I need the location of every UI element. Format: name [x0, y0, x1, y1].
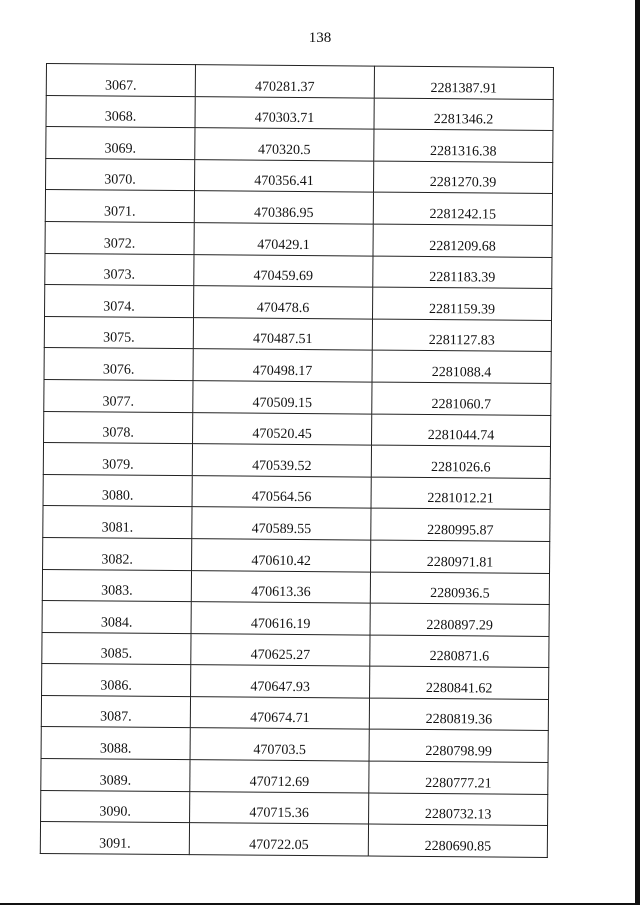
table-row	[45, 285, 552, 321]
y-coordinate-cell: 2280995.87	[371, 508, 550, 541]
point-number-cell: 3087.	[41, 695, 190, 728]
table-row	[42, 569, 549, 605]
point-number-cell: 3078.	[44, 411, 193, 444]
point-number-cell: 3086.	[42, 664, 191, 697]
x-coordinate-cell: 470320.5	[195, 128, 374, 161]
point-number-cell: 3079.	[43, 443, 192, 476]
table-row	[44, 379, 551, 415]
table-row	[45, 221, 552, 257]
coordinates-table-body	[40, 64, 553, 858]
x-coordinate-cell: 470722.05	[189, 823, 368, 856]
table-row	[42, 632, 549, 668]
y-coordinate-cell: 2281316.38	[374, 129, 553, 162]
y-coordinate-cell: 2280971.81	[371, 540, 550, 573]
x-coordinate-cell: 470589.55	[192, 507, 371, 540]
x-coordinate-cell: 470715.36	[190, 791, 369, 824]
x-coordinate-cell: 470703.5	[190, 728, 369, 761]
x-coordinate-cell: 470459.69	[194, 254, 373, 287]
point-number-cell: 3073.	[45, 253, 194, 286]
y-coordinate-cell: 2281159.39	[373, 287, 552, 320]
y-coordinate-cell: 2281026.6	[371, 445, 550, 478]
y-coordinate-cell: 2281012.21	[371, 477, 550, 510]
point-number-cell: 3085.	[42, 632, 191, 665]
x-coordinate-cell: 470509.15	[193, 381, 372, 414]
y-coordinate-cell: 2280819.36	[369, 698, 548, 731]
x-coordinate-cell: 470616.19	[191, 602, 370, 635]
table-row	[46, 64, 553, 100]
x-coordinate-cell: 470281.37	[195, 65, 374, 98]
x-coordinate-cell: 470613.36	[191, 570, 370, 603]
point-number-cell: 3069.	[46, 127, 195, 160]
table-row	[41, 759, 548, 795]
point-number-cell: 3090.	[41, 790, 190, 823]
point-number-cell: 3081.	[43, 506, 192, 539]
table-row	[42, 664, 549, 700]
y-coordinate-cell: 2280798.99	[369, 730, 548, 763]
y-coordinate-cell: 2281127.83	[372, 319, 551, 352]
point-number-cell: 3084.	[42, 601, 191, 634]
y-coordinate-cell: 2280841.62	[370, 666, 549, 699]
point-number-cell: 3070.	[46, 158, 195, 191]
y-coordinate-cell: 2280777.21	[369, 761, 548, 794]
table-row	[41, 695, 548, 731]
table-row	[40, 822, 547, 858]
y-coordinate-cell: 2281242.15	[373, 192, 552, 225]
x-coordinate-cell: 470539.52	[192, 444, 371, 477]
table-row	[45, 253, 552, 289]
point-number-cell: 3074.	[45, 285, 194, 318]
y-coordinate-cell: 2280871.6	[370, 635, 549, 668]
point-number-cell: 3082.	[43, 537, 192, 570]
coordinates-table	[40, 63, 554, 858]
x-coordinate-cell: 470356.41	[194, 159, 373, 192]
x-coordinate-cell: 470674.71	[190, 697, 369, 730]
table-row	[43, 506, 550, 542]
x-coordinate-cell: 470303.71	[195, 96, 374, 129]
point-number-cell: 3088.	[41, 727, 190, 760]
table-row	[46, 127, 553, 163]
y-coordinate-cell: 2281346.2	[374, 98, 553, 131]
page-number: 138	[308, 30, 332, 46]
y-coordinate-cell: 2281209.68	[373, 224, 552, 257]
y-coordinate-cell: 2280936.5	[370, 572, 549, 605]
table-row	[42, 601, 549, 637]
point-number-cell: 3091.	[40, 822, 189, 855]
table-row	[43, 443, 550, 479]
x-coordinate-cell: 470429.1	[194, 223, 373, 256]
table-row	[41, 790, 548, 826]
y-coordinate-cell: 2281387.91	[374, 66, 553, 99]
x-coordinate-cell: 470386.95	[194, 191, 373, 224]
y-coordinate-cell: 2281088.4	[372, 350, 551, 383]
point-number-cell: 3071.	[45, 190, 194, 223]
y-coordinate-cell: 2280732.13	[369, 793, 548, 826]
table-row	[46, 95, 553, 131]
x-coordinate-cell: 470647.93	[191, 665, 370, 698]
y-coordinate-cell: 2281044.74	[372, 414, 551, 447]
x-coordinate-cell: 470712.69	[190, 760, 369, 793]
y-coordinate-cell: 2280897.29	[370, 603, 549, 636]
point-number-cell: 3075.	[44, 316, 193, 349]
x-coordinate-cell: 470520.45	[193, 412, 372, 445]
point-number-cell: 3089.	[41, 759, 190, 792]
point-number-cell: 3083.	[42, 569, 191, 602]
x-coordinate-cell: 470625.27	[191, 633, 370, 666]
x-coordinate-cell: 470564.56	[192, 475, 371, 508]
table-row	[44, 316, 551, 352]
point-number-cell: 3072.	[45, 221, 194, 254]
y-coordinate-cell: 2281060.7	[372, 382, 551, 415]
table-row	[45, 190, 552, 226]
point-number-cell: 3077.	[44, 379, 193, 412]
x-coordinate-cell: 470478.6	[194, 286, 373, 319]
x-coordinate-cell: 470610.42	[192, 539, 371, 572]
x-coordinate-cell: 470498.17	[193, 349, 372, 382]
table-row	[44, 348, 551, 384]
y-coordinate-cell: 2281270.39	[373, 161, 552, 194]
table-row	[41, 727, 548, 763]
table-row	[43, 537, 550, 573]
table-row	[46, 158, 553, 194]
y-coordinate-cell: 2280690.85	[368, 824, 547, 857]
point-number-cell: 3076.	[44, 348, 193, 381]
point-number-cell: 3080.	[43, 474, 192, 507]
x-coordinate-cell: 470487.51	[193, 317, 372, 350]
y-coordinate-cell: 2281183.39	[373, 256, 552, 289]
point-number-cell: 3067.	[46, 64, 195, 97]
table-row	[44, 411, 551, 447]
point-number-cell: 3068.	[46, 95, 195, 128]
table-row	[43, 474, 550, 510]
